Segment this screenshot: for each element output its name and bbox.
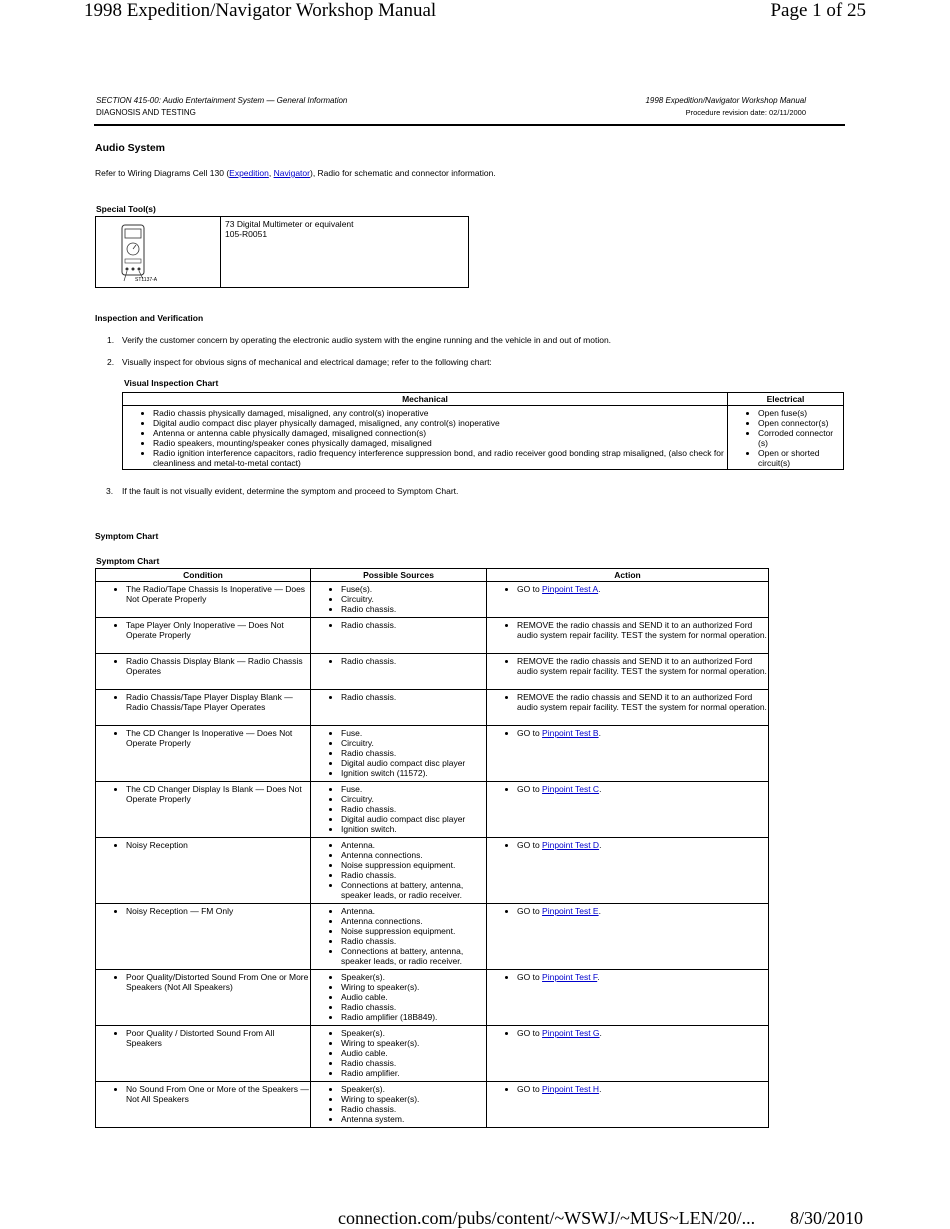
action-text: REMOVE the radio chassis and SEND it to an authorized Ford audio system repair facility. TEST the system for normal operation. [517, 656, 767, 676]
navigator-link[interactable]: Navigator [273, 168, 310, 178]
action-list [488, 728, 767, 738]
mechanical-list [124, 408, 726, 468]
list-item: • Fuse. [341, 784, 485, 794]
list-item: • Radio chassis. [341, 1104, 485, 1114]
list-item: • The Radio/Tape Chassis Is Inoperative — Does Not Operate Properly [126, 584, 309, 604]
action-cell [487, 618, 769, 654]
condition-list [97, 692, 309, 712]
list-item: • Ignition switch. [341, 824, 485, 834]
list-item: • Fuse. [341, 728, 485, 738]
special-tools-heading: Special Tool(s) [96, 204, 156, 214]
action-cell [487, 690, 769, 726]
list-item: • Open connector(s) [758, 418, 842, 428]
tool-name: 73 Digital Multimeter or equivalent [225, 219, 354, 229]
sources-cell [311, 582, 487, 618]
step-2-number: 2. [107, 357, 115, 367]
list-item: • Radio chassis. [341, 804, 485, 814]
browser-print-title: 1998 Expedition/Navigator Workshop Manual [84, 0, 437, 21]
action-text-end: . [597, 972, 600, 982]
table-row [96, 970, 769, 1026]
table-row [96, 1082, 769, 1128]
action-text-end: . [599, 1084, 602, 1094]
list-item: • Radio Chassis/Tape Player Display Blank — Radio Chassis/Tape Player Operates [126, 692, 309, 712]
table-row [96, 654, 769, 690]
sources-list [312, 1084, 485, 1124]
condition-cell [96, 618, 311, 654]
action-header: Action [487, 569, 769, 582]
condition-list [97, 656, 309, 676]
intro-text: Refer to Wiring Diagrams Cell 130 ( [95, 168, 230, 178]
table-row [96, 726, 769, 782]
action-list [488, 1084, 767, 1094]
pinpoint-test-link[interactable]: Pinpoint Test H [542, 1084, 600, 1094]
list-item: • Open or shorted circuit(s) [758, 448, 842, 468]
list-item: • Wiring to speaker(s). [341, 1038, 485, 1048]
pinpoint-test-link[interactable]: Pinpoint Test C [542, 784, 600, 794]
action-cell [487, 654, 769, 690]
list-item: • Radio amplifier. [341, 1068, 485, 1078]
sources-header: Possible Sources [311, 569, 487, 582]
pinpoint-test-link[interactable]: Pinpoint Test F [542, 972, 598, 982]
list-item: • Open fuse(s) [758, 408, 842, 418]
condition-cell [96, 970, 311, 1026]
intro-separator: , [268, 168, 274, 178]
condition-cell [96, 1082, 311, 1128]
action-cell [487, 904, 769, 970]
list-item: • Noise suppression equipment. [341, 860, 485, 870]
action-list [488, 906, 767, 916]
condition-header: Condition [96, 569, 311, 582]
action-text-end: . [598, 906, 601, 916]
list-item: • Noisy Reception — FM Only [126, 906, 309, 916]
sources-list [312, 972, 485, 1022]
action-text: GO to [517, 1084, 543, 1094]
pinpoint-test-link[interactable]: Pinpoint Test D [542, 840, 600, 850]
list-item: • Radio chassis. [341, 748, 485, 758]
table-row [96, 904, 769, 970]
condition-list [97, 728, 309, 748]
list-item: • The CD Changer Display Is Blank — Does Not Operate Properly [126, 784, 309, 804]
action-text: GO to [517, 584, 543, 594]
tool-image-cell [96, 217, 221, 287]
special-tools-table [95, 216, 469, 288]
symptom-chart-heading: Symptom Chart [95, 531, 159, 541]
list-item: • Ignition switch (11572). [341, 768, 485, 778]
condition-cell [96, 904, 311, 970]
pinpoint-test-link[interactable]: Pinpoint Test B [542, 728, 599, 738]
sources-cell [311, 690, 487, 726]
list-item: • Digital audio compact disc player physically damaged, misaligned, any control(s) inoperative [153, 418, 726, 428]
header-divider [94, 124, 845, 126]
action-cell [487, 782, 769, 838]
mechanical-cell [123, 406, 728, 470]
table-row [96, 690, 769, 726]
action-text: REMOVE the radio chassis and SEND it to an authorized Ford audio system repair facility. TEST the system for normal operation. [517, 620, 767, 640]
action-cell [487, 1082, 769, 1128]
symptom-table [95, 568, 769, 1128]
list-item [517, 1028, 767, 1038]
footer-date: 8/30/2010 [790, 1208, 864, 1228]
list-item: • Digital audio compact disc player [341, 758, 485, 768]
list-item: • Antenna connections. [341, 850, 485, 860]
list-item: • Radio chassis. [341, 870, 485, 880]
action-cell [487, 1026, 769, 1082]
condition-list [97, 840, 309, 850]
list-item [517, 1084, 767, 1094]
electrical-cell [728, 406, 844, 470]
list-item: • Speaker(s). [341, 1028, 485, 1038]
electrical-header: Electrical [728, 393, 844, 406]
list-item: • Poor Quality / Distorted Sound From All Speakers [126, 1028, 309, 1048]
step-1-number: 1. [107, 335, 115, 345]
sources-list [312, 692, 485, 702]
inspection-heading: Inspection and Verification [95, 313, 204, 323]
list-item: • Audio cable. [341, 992, 485, 1002]
list-item: • Radio chassis. [341, 692, 485, 702]
list-item: • Radio ignition interference capacitors, radio frequency interference suppression bond, and radio receiver good bonding strap misaligned, (also check for cleanliness and metal-to-metal contact) [153, 448, 726, 468]
page-counter: Page 1 of 25 [770, 0, 866, 21]
tool-image-caption: ST1137-A [135, 277, 158, 283]
subsection-title: DIAGNOSIS AND TESTING [96, 108, 196, 117]
action-text-end: . [598, 728, 601, 738]
action-text: GO to [517, 728, 543, 738]
action-cell [487, 582, 769, 618]
list-item: • The CD Changer Is Inoperative — Does Not Operate Properly [126, 728, 309, 748]
action-text: GO to [517, 840, 543, 850]
list-item: • Noise suppression equipment. [341, 926, 485, 936]
action-text-end: . [599, 784, 602, 794]
list-item: • Antenna. [341, 906, 485, 916]
expedition-link[interactable]: Expedition [229, 168, 269, 178]
list-item [517, 840, 767, 850]
sources-cell [311, 726, 487, 782]
list-item: • Fuse(s). [341, 584, 485, 594]
sources-cell [311, 618, 487, 654]
action-text-end: . [599, 1028, 602, 1038]
list-item: • Antenna or antenna cable physically damaged, misaligned connection(s) [153, 428, 726, 438]
action-text: GO to [517, 1028, 543, 1038]
list-item: • Connections at battery, antenna, speaker leads, or radio receiver. [341, 946, 485, 966]
condition-list [97, 972, 309, 992]
symptom-chart-table-title: Symptom Chart [96, 556, 160, 566]
list-item: • Radio chassis. [341, 604, 485, 614]
condition-cell [96, 582, 311, 618]
table-row [96, 838, 769, 904]
action-text: GO to [517, 784, 543, 794]
sources-cell [311, 654, 487, 690]
list-item: • Speaker(s). [341, 972, 485, 982]
action-list [488, 692, 767, 712]
pinpoint-test-link[interactable]: Pinpoint Test E [542, 906, 599, 916]
table-row [96, 782, 769, 838]
table-row [96, 618, 769, 654]
list-item: • Radio chassis. [341, 936, 485, 946]
action-cell [487, 838, 769, 904]
sources-list [312, 906, 485, 966]
list-item: • Radio chassis physically damaged, misaligned, any control(s) inoperative [153, 408, 726, 418]
action-list [488, 620, 767, 640]
step-1-text: Verify the customer concern by operating the electronic audio system with the engine running and the vehicle in and out of motion. [122, 335, 612, 345]
list-item: • Digital audio compact disc player [341, 814, 485, 824]
list-item: • No Sound From One or More of the Speakers — Not All Speakers [126, 1084, 309, 1104]
condition-list [97, 906, 309, 916]
list-item: • Radio chassis. [341, 1002, 485, 1012]
list-item: • Corroded connector (s) [758, 428, 842, 448]
pinpoint-test-link[interactable]: Pinpoint Test A [542, 584, 599, 594]
list-item [517, 656, 767, 676]
list-item [517, 728, 767, 738]
sources-cell [311, 1026, 487, 1082]
pinpoint-test-link[interactable]: Pinpoint Test G [542, 1028, 600, 1038]
table-row [96, 582, 769, 618]
action-list [488, 1028, 767, 1038]
electrical-list [729, 408, 842, 468]
sources-list [312, 656, 485, 666]
action-text: GO to [517, 906, 543, 916]
list-item: • Poor Quality/Distorted Sound From One or More Speakers (Not All Speakers) [126, 972, 309, 992]
action-list [488, 784, 767, 794]
list-item: • Tape Player Only Inoperative — Does Not Operate Properly [126, 620, 309, 640]
list-item: • Wiring to speaker(s). [341, 982, 485, 992]
page-title: Audio System [95, 142, 166, 154]
sources-cell [311, 904, 487, 970]
section-title: SECTION 415-00: Audio Entertainment System — General Information [96, 96, 348, 105]
list-item: • Antenna system. [341, 1114, 485, 1124]
sources-list [312, 1028, 485, 1078]
sources-list [312, 784, 485, 834]
condition-cell [96, 690, 311, 726]
step-2-text: Visually inspect for obvious signs of mechanical and electrical damage; refer to the following chart: [122, 357, 492, 367]
mechanical-header: Mechanical [123, 393, 728, 406]
action-list [488, 840, 767, 850]
action-list [488, 584, 767, 594]
action-text-end: . [599, 840, 602, 850]
condition-cell [96, 1026, 311, 1082]
sources-list [312, 584, 485, 614]
condition-list [97, 620, 309, 640]
list-item: • Connections at battery, antenna, speaker leads, or radio receiver. [341, 880, 485, 900]
sources-cell [311, 1082, 487, 1128]
list-item [517, 906, 767, 916]
revision-date: Procedure revision date: 02/11/2000 [685, 108, 806, 117]
list-item: • Circuitry. [341, 738, 485, 748]
action-cell [487, 726, 769, 782]
list-item [517, 620, 767, 640]
tool-description [225, 219, 354, 239]
visual-inspection-chart-title: Visual Inspection Chart [124, 378, 219, 388]
intro-text-end: ), Radio for schematic and connector information. [309, 168, 496, 178]
sources-cell [311, 970, 487, 1026]
sources-list [312, 620, 485, 630]
list-item: • Radio chassis. [341, 1058, 485, 1068]
sources-cell [311, 782, 487, 838]
condition-cell [96, 782, 311, 838]
footer-url: connection.com/pubs/content/~WSWJ/~MUS~LEN/20/... [338, 1208, 756, 1228]
visual-inspection-table [122, 392, 844, 470]
sources-cell [311, 838, 487, 904]
list-item: • Noisy Reception [126, 840, 309, 850]
manual-title: 1998 Expedition/Navigator Workshop Manual [645, 96, 806, 105]
sources-list [312, 728, 485, 778]
list-item: • Radio chassis. [341, 620, 485, 630]
action-text: GO to [517, 972, 543, 982]
list-item: • Antenna. [341, 840, 485, 850]
condition-cell [96, 654, 311, 690]
list-item: • Speaker(s). [341, 1084, 485, 1094]
list-item: • Antenna connections. [341, 916, 485, 926]
action-text: REMOVE the radio chassis and SEND it to an authorized Ford audio system repair facility. TEST the system for normal operation. [517, 692, 767, 712]
condition-list [97, 584, 309, 604]
action-list [488, 656, 767, 676]
step-3-text: If the fault is not visually evident, determine the symptom and proceed to Symptom Chart. [122, 486, 459, 496]
list-item: • Circuitry. [341, 594, 485, 604]
table-row [96, 1026, 769, 1082]
step-3-number: 3. [106, 486, 114, 496]
list-item: • Radio Chassis Display Blank — Radio Chassis Operates [126, 656, 309, 676]
sources-list [312, 840, 485, 900]
intro-paragraph [95, 168, 496, 178]
list-item: • Wiring to speaker(s). [341, 1094, 485, 1104]
list-item: • Audio cable. [341, 1048, 485, 1058]
list-item [517, 584, 767, 594]
action-text-end: . [598, 584, 601, 594]
action-list [488, 972, 767, 982]
list-item: • Radio speakers, mounting/speaker cones physically damaged, misaligned [153, 438, 726, 448]
list-item [517, 784, 767, 794]
action-cell [487, 970, 769, 1026]
list-item: • Radio amplifier (18B849). [341, 1012, 485, 1022]
list-item: • Circuitry. [341, 794, 485, 804]
condition-cell [96, 838, 311, 904]
condition-cell [96, 726, 311, 782]
condition-list [97, 784, 309, 804]
condition-list [97, 1028, 309, 1048]
list-item: • Radio chassis. [341, 656, 485, 666]
list-item [517, 692, 767, 712]
list-item [517, 972, 767, 982]
condition-list [97, 1084, 309, 1104]
tool-number: 105-R0051 [225, 229, 268, 239]
